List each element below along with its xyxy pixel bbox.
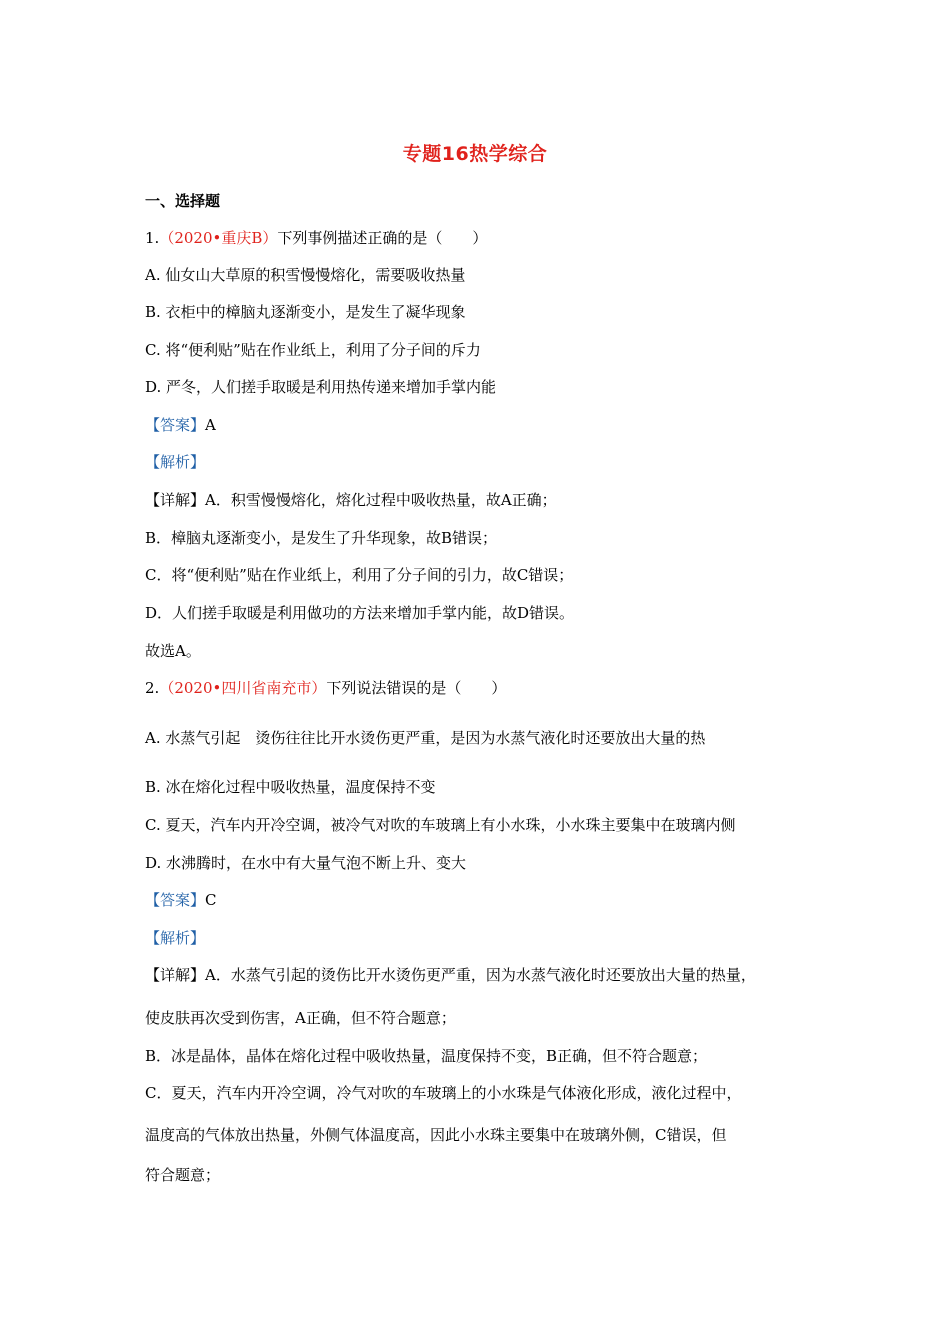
question-text: 下列事例描述正确的是（ ） bbox=[277, 229, 488, 247]
analysis-tag: 【解析】 bbox=[145, 453, 206, 471]
detail-tag: 【详解】 bbox=[145, 491, 206, 509]
answer-line bbox=[145, 415, 216, 435]
detail-line: B．樟脑丸逐渐变小，是发生了升华现象，故B错误； bbox=[145, 529, 498, 547]
detail-line bbox=[145, 490, 557, 510]
option-b: B. 冰在熔化过程中吸收热量，温度保持不变 bbox=[145, 778, 436, 796]
detail-line: 使皮肤再次受到伤害，A正确，但不符合题意； bbox=[145, 1009, 456, 1027]
page-title: 专题16热学综合 bbox=[402, 143, 548, 165]
question-2-stem bbox=[145, 678, 506, 698]
section-heading: 一、选择题 bbox=[145, 192, 221, 210]
question-1-stem bbox=[145, 228, 487, 248]
detail-line: 温度高的气体放出热量，外侧气体温度高，因此小水珠主要集中在玻璃外侧，C错误，但 bbox=[145, 1126, 727, 1144]
option-d: D. 水沸腾时，在水中有大量气泡不断上升、变大 bbox=[145, 854, 467, 872]
option-a: A. 仙女山大草原的积雪慢慢熔化，需要吸收热量 bbox=[145, 266, 466, 284]
detail-line: C．夏天，汽车内开冷空调，冷气对吹的车玻璃上的小水珠是气体液化形成，液化过程中， bbox=[145, 1084, 742, 1102]
detail-text: A．积雪慢慢熔化，熔化过程中吸收热量，故A正确； bbox=[205, 491, 557, 509]
question-number: 2. bbox=[145, 679, 160, 697]
answer-value: C bbox=[205, 891, 217, 909]
option-d: D. 严冬，人们搓手取暖是利用热传递来增加手掌内能 bbox=[145, 378, 497, 396]
question-number: 1. bbox=[145, 229, 160, 247]
option-b: B. 衣柜中的樟脑丸逐渐变小，是发生了凝华现象 bbox=[145, 303, 466, 321]
answer-line bbox=[145, 890, 217, 910]
detail-line bbox=[145, 965, 756, 985]
question-text: 下列说法错误的是（ ） bbox=[326, 679, 507, 697]
detail-line: 故选A。 bbox=[145, 642, 201, 660]
option-c: C. 夏天，汽车内开冷空调，被冷气对吹的车玻璃上有小水珠，小水珠主要集中在玻璃内侧 bbox=[145, 816, 736, 834]
detail-line: B．冰是晶体，晶体在熔化过程中吸收热量，温度保持不变，B正确，但不符合题意； bbox=[145, 1047, 708, 1065]
answer-value: A bbox=[205, 416, 216, 434]
option-c: C. 将“便利贴”贴在作业纸上，利用了分子间的斥力 bbox=[145, 341, 481, 359]
detail-line: C．将“便利贴”贴在作业纸上，利用了分子间的引力，故C错误； bbox=[145, 566, 574, 584]
question-source: （2020•四川省南充市） bbox=[159, 679, 327, 697]
analysis-tag: 【解析】 bbox=[145, 929, 206, 947]
detail-text: A．水蒸气引起的烫伤比开水烫伤更严重，因为水蒸气液化时还要放出大量的热量， bbox=[205, 966, 756, 984]
detail-line: 符合题意； bbox=[145, 1166, 221, 1184]
detail-tag: 【详解】 bbox=[145, 966, 206, 984]
option-a: A. 水蒸气引起 烫伤往往比开水烫伤更严重，是因为水蒸气液化时还要放出大量的热 bbox=[145, 729, 706, 747]
answer-tag: 【答案】 bbox=[145, 416, 206, 434]
answer-tag: 【答案】 bbox=[145, 891, 206, 909]
detail-line: D．人们搓手取暖是利用做功的方法来增加手掌内能，故D错误。 bbox=[145, 604, 575, 622]
question-source: （2020•重庆B） bbox=[159, 229, 278, 247]
